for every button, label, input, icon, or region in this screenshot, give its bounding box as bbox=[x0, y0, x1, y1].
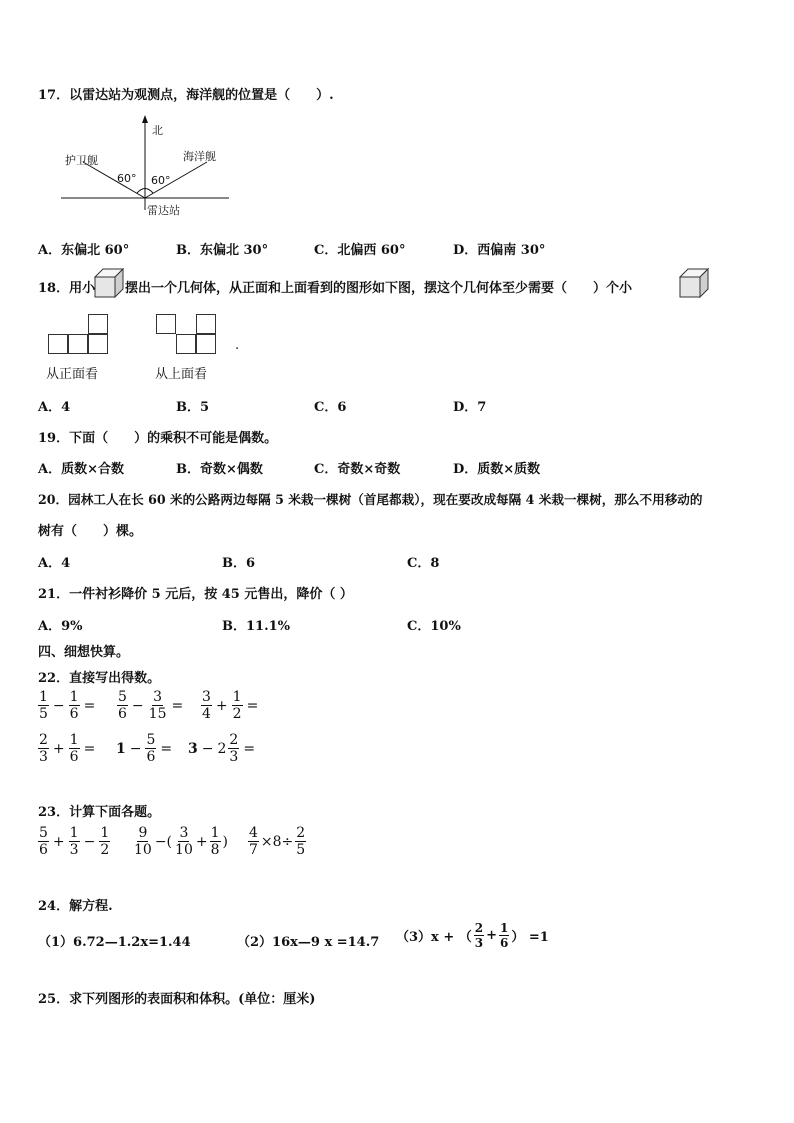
q17-option-b[interactable]: B．东偏北 30° bbox=[176, 243, 269, 258]
q21-option-a[interactable]: A．9% bbox=[38, 619, 83, 634]
q19-option-b[interactable]: B．奇数×偶数 bbox=[176, 462, 263, 477]
q17-text: 17．以雷达站为观测点，海洋舰的位置是（ ）. bbox=[38, 88, 334, 103]
q21-text: 21．一件衬衫降价 5 元后，按 45 元售出，降价（ ） bbox=[38, 587, 353, 602]
q17-option-d[interactable]: D．西偏南 30° bbox=[453, 243, 546, 258]
station-label: 雷达站 bbox=[147, 204, 180, 217]
q19-option-a[interactable]: A．质数×合数 bbox=[38, 462, 124, 477]
q22-expr-2: $\frac{5}{6}$ − $\frac{3}{15}$ = bbox=[118, 689, 184, 722]
q23-expr-2: $\frac{9}{10}$ −( $\frac{3}{10}$ + $\frac{1}{8}$ ) bbox=[134, 825, 228, 858]
top-view-figure bbox=[156, 314, 218, 356]
q18-option-d[interactable]: D．7 bbox=[453, 400, 487, 415]
left-ship-label: 护卫舰 bbox=[65, 154, 98, 167]
q18-option-b[interactable]: B．5 bbox=[176, 400, 210, 415]
q22-expr-4: $\frac{2}{3}$ + $\frac{1}{6}$ = bbox=[39, 732, 96, 765]
q22-expr-5: 1 − $\frac{5}{6}$ = bbox=[116, 732, 173, 765]
q20-text-line1: 20．园林工人在长 60 米的公路两边每隔 5 米栽一棵树（首尾都栽），现在要改成每隔 4 米栽一棵树，那么不用移动的 bbox=[38, 492, 703, 507]
q23-text: 23．计算下面各题。 bbox=[38, 805, 161, 820]
cube-icon bbox=[94, 268, 124, 302]
q20-option-c[interactable]: C．8 bbox=[407, 556, 440, 571]
front-view-label: 从正面看 bbox=[46, 367, 99, 382]
top-view-label: 从上面看 bbox=[155, 367, 208, 382]
q20-option-b[interactable]: B．6 bbox=[222, 556, 256, 571]
q25-text: 25．求下列图形的表面积和体积。(单位：厘米) bbox=[38, 992, 316, 1007]
q18-option-c[interactable]: C．6 bbox=[314, 400, 347, 415]
q17-figure bbox=[55, 112, 245, 222]
q18-text-a: 18．用小 bbox=[38, 281, 96, 296]
q20-text-line2: 树有（ ）棵。 bbox=[38, 524, 143, 539]
q23-expr-3: $\frac{4}{7}$ ×8÷ $\frac{2}{5}$ bbox=[249, 825, 306, 858]
q24-text: 24．解方程. bbox=[38, 899, 113, 914]
q21-option-b[interactable]: B．11.1% bbox=[222, 619, 291, 634]
q22-expr-3: $\frac{3}{4}$ + $\frac{1}{2}$ = bbox=[202, 689, 259, 722]
front-view-figure bbox=[48, 314, 110, 356]
q17-option-c[interactable]: C．北偏西 60° bbox=[314, 243, 406, 258]
q17-option-a[interactable]: A．东偏北 60° bbox=[38, 243, 130, 258]
q24-equation-1: （1）6.72—1.2x=1.44 bbox=[38, 935, 191, 950]
angle-left-label: 60° bbox=[117, 172, 137, 185]
q20-option-a[interactable]: A．4 bbox=[38, 556, 71, 571]
q21-option-c[interactable]: C．10% bbox=[407, 619, 461, 634]
q22-expr-6: 3 − 2 $\frac{2}{3}$ = bbox=[188, 732, 256, 765]
q24-equation-2: （2）16x—9 x =14.7 bbox=[237, 935, 380, 950]
angle-right-label: 60° bbox=[151, 174, 171, 187]
cube-icon bbox=[679, 268, 709, 302]
q19-option-c[interactable]: C．奇数×奇数 bbox=[314, 462, 401, 477]
q22-expr-1: $\frac{1}{5}$ − $\frac{1}{6}$ = bbox=[39, 689, 96, 722]
section-4-heading: 四、细想快算。 bbox=[38, 645, 130, 660]
q18-text-b: 摆出一个几何体，从正面和上面看到的图形如下图，摆这个几何体至少需要（ ）个小 bbox=[125, 281, 633, 296]
q18-option-a[interactable]: A．4 bbox=[38, 400, 71, 415]
q24-equation-3: （3）x + （ $\frac{2}{3}$ + $\frac{1}{6}$ ） =1 bbox=[396, 921, 549, 950]
q19-text: 19．下面（ ）的乘积不可能是偶数。 bbox=[38, 431, 278, 446]
q19-option-d[interactable]: D．质数×质数 bbox=[453, 462, 541, 477]
right-ship-label: 海洋舰 bbox=[183, 150, 216, 163]
north-label: 北 bbox=[152, 124, 163, 137]
q22-text: 22．直接写出得数。 bbox=[38, 671, 161, 686]
q18-dot: . bbox=[235, 338, 240, 353]
q23-expr-1: $\frac{5}{6}$ + $\frac{1}{3}$ − $\frac{1}{2}$ bbox=[39, 825, 110, 858]
